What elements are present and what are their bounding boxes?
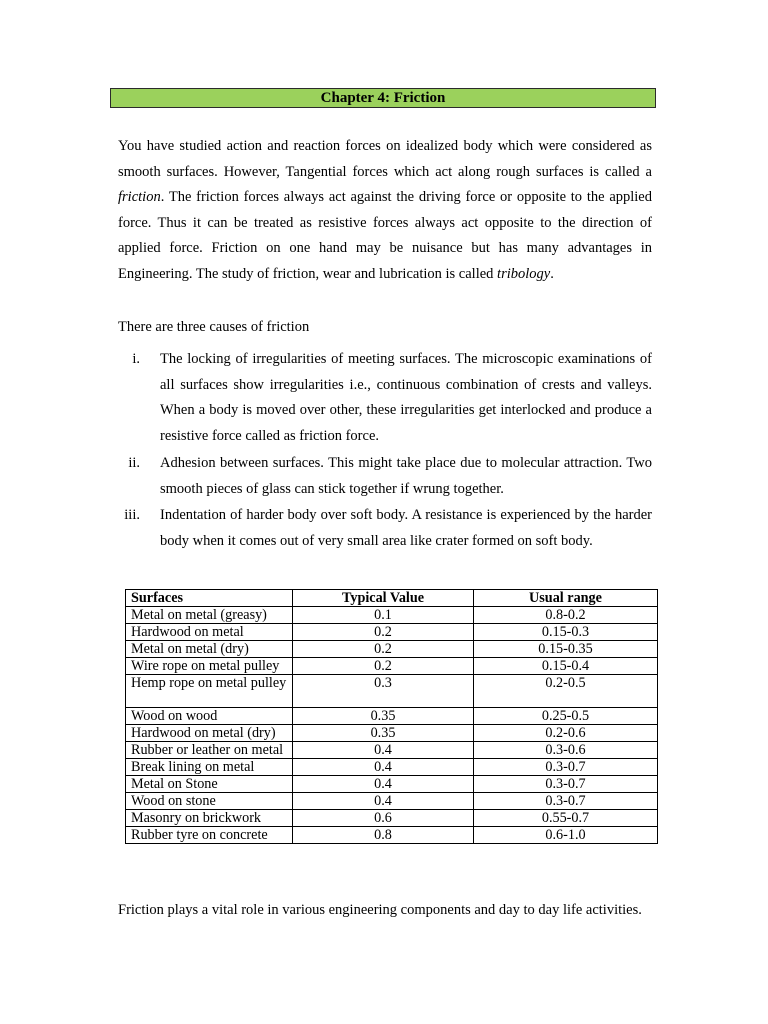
- table-row: [126, 776, 658, 793]
- table-row: [126, 827, 658, 844]
- typical-value-cell: 0.6: [293, 810, 474, 827]
- usual-range-cell: 0.3-0.7: [474, 776, 658, 793]
- term-tribology: tribology: [497, 265, 551, 282]
- usual-range-cell: 0.8-0.2: [474, 607, 658, 624]
- typical-value-cell: 0.8: [293, 827, 474, 844]
- surface-cell: Hardwood on metal: [126, 624, 293, 641]
- surface-cell: Wood on stone: [126, 793, 293, 810]
- cause-number: ii.: [128, 455, 140, 471]
- surface-cell: Rubber tyre on concrete: [126, 827, 293, 844]
- typical-value-cell: 0.2: [293, 658, 474, 675]
- intro-text-2: . The friction forces always act against the driving force or opposite to the applied force. Thus it can be treated as resistive forces always act opposite to the direction of applied force. Friction on one hand may be nuisance but has many advantages in Engineering. The study of friction, wear and lubrication is called: [118, 189, 652, 282]
- surface-cell: Metal on metal (dry): [126, 641, 293, 658]
- table-header-row: [126, 590, 658, 607]
- table-row: [126, 708, 658, 725]
- typical-value-cell: 0.35: [293, 725, 474, 742]
- surface-cell: Wire rope on metal pulley: [126, 658, 293, 675]
- table-row: [126, 658, 658, 675]
- table-row: [126, 810, 658, 827]
- usual-range-cell: 0.15-0.4: [474, 658, 658, 675]
- table-row: [126, 641, 658, 658]
- usual-range-cell: 0.3-0.7: [474, 793, 658, 810]
- usual-range-cell: 0.25-0.5: [474, 708, 658, 725]
- cause-number: iii.: [124, 507, 140, 523]
- chapter-title: Chapter 4: Friction: [110, 88, 656, 108]
- header-surfaces: Surfaces: [126, 590, 293, 607]
- friction-coefficient-table: [125, 589, 658, 844]
- usual-range-cell: 0.15-0.3: [474, 624, 658, 641]
- typical-value-cell: 0.4: [293, 742, 474, 759]
- surface-cell: Metal on metal (greasy): [126, 607, 293, 624]
- table-row: [126, 607, 658, 624]
- typical-value-cell: 0.4: [293, 776, 474, 793]
- typical-value-cell: 0.4: [293, 759, 474, 776]
- cause-text: Indentation of harder body over soft body. A resistance is experienced by the harder body when it comes out of very small area like crater formed on soft body.: [160, 507, 652, 549]
- header-typical-value: Typical Value: [293, 590, 474, 607]
- usual-range-cell: 0.6-1.0: [474, 827, 658, 844]
- cause-text: Adhesion between surfaces. This might take place due to molecular attraction. Two smooth pieces of glass can stick together if wrung together.: [160, 455, 652, 497]
- table-row: [126, 725, 658, 742]
- typical-value-cell: 0.2: [293, 641, 474, 658]
- term-friction: friction: [118, 189, 161, 205]
- usual-range-cell: 0.3-0.7: [474, 759, 658, 776]
- table-row: [126, 675, 658, 708]
- table-row: [126, 793, 658, 810]
- table-row: [126, 759, 658, 776]
- closing-paragraph: Friction plays a vital role in various engineering components and day to day life activities.: [118, 902, 642, 918]
- usual-range-cell: 0.15-0.35: [474, 641, 658, 658]
- surface-cell: Hardwood on metal (dry): [126, 725, 293, 742]
- header-usual-range: Usual range: [474, 590, 658, 607]
- surface-cell: Masonry on brickwork: [126, 810, 293, 827]
- causes-lead: There are three causes of friction: [118, 319, 310, 335]
- surface-cell: Wood on wood: [126, 708, 293, 725]
- typical-value-cell: 0.3: [293, 675, 474, 708]
- usual-range-cell: 0.2-0.6: [474, 725, 658, 742]
- usual-range-cell: 0.55-0.7: [474, 810, 658, 827]
- surface-cell: Break lining on metal: [126, 759, 293, 776]
- table-row: [126, 624, 658, 641]
- table-row: [126, 742, 658, 759]
- cause-number: i.: [132, 351, 140, 367]
- surface-cell: Metal on Stone: [126, 776, 293, 793]
- intro-text-1: You have studied action and reaction forces on idealized body which were considered as smooth surfaces. However, Tangential forces which act along rough surfaces is called a: [118, 138, 652, 180]
- intro-text-3: .: [550, 265, 554, 282]
- typical-value-cell: 0.4: [293, 793, 474, 810]
- typical-value-cell: 0.35: [293, 708, 474, 725]
- surface-cell: Hemp rope on metal pulley: [126, 675, 293, 708]
- surface-cell: Rubber or leather on metal: [126, 742, 293, 759]
- usual-range-cell: 0.2-0.5: [474, 675, 658, 708]
- typical-value-cell: 0.2: [293, 624, 474, 641]
- intro-paragraph: [118, 134, 652, 287]
- usual-range-cell: 0.3-0.6: [474, 742, 658, 759]
- typical-value-cell: 0.1: [293, 607, 474, 624]
- cause-text: The locking of irregularities of meeting surfaces. The microscopic examinations of all surfaces show irregularities i.e., continuous combination of crests and valleys. When a body is moved over other, these irregularities get interlocked and produce a resistive force called as friction force.: [160, 351, 652, 444]
